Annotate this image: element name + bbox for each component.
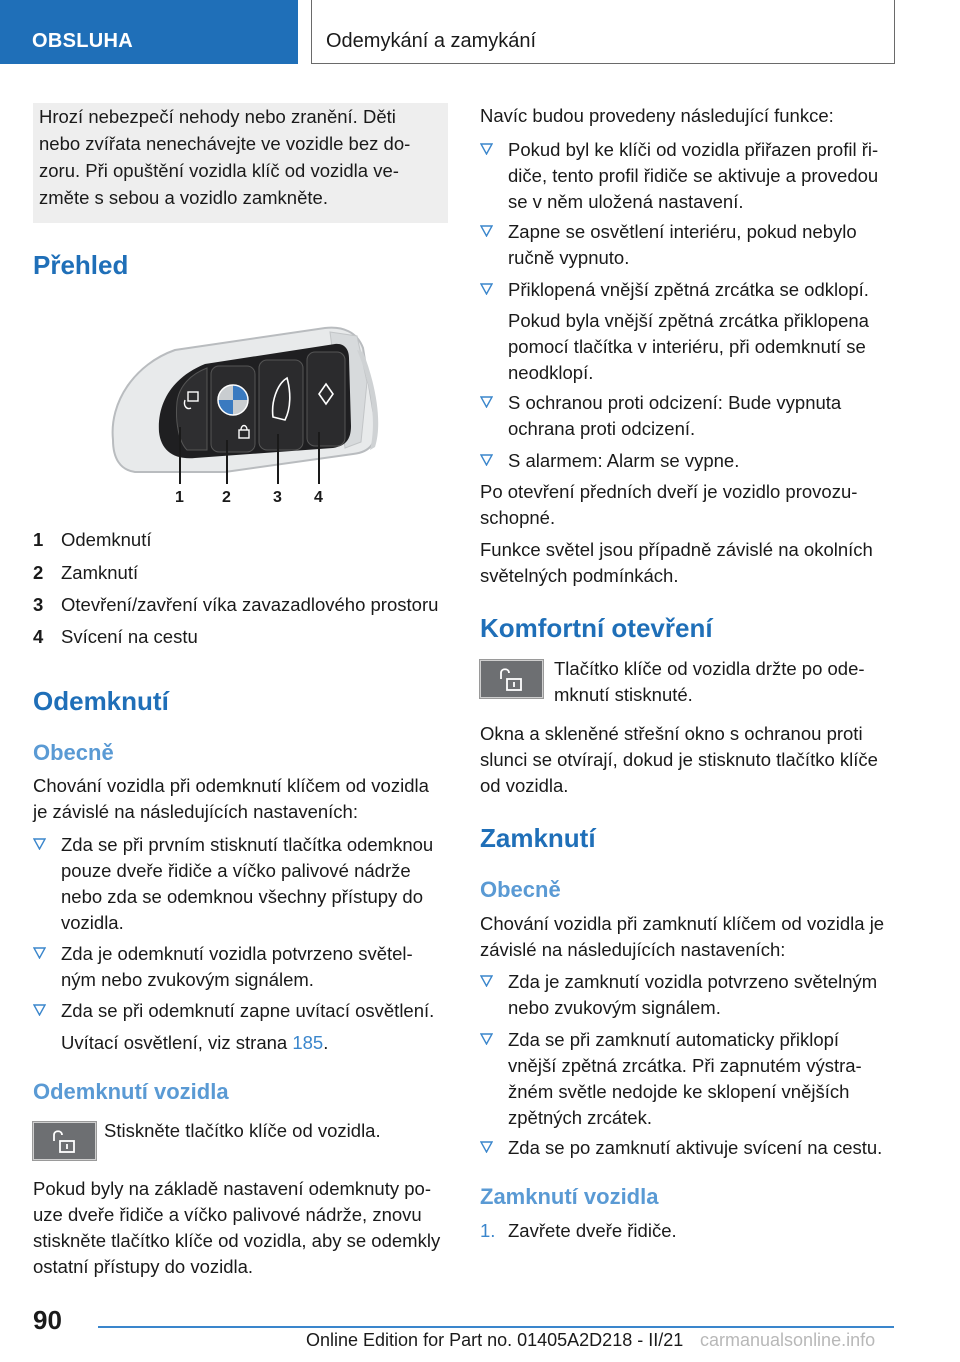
unlock-vehicle-instruction: Stiskněte tlačítko klíče od vozidla. (104, 1120, 381, 1141)
text-line: Okna a skleněné střešní okno s ochranou proti (480, 723, 863, 744)
text-line: Funkce světel jsou případně závislé na okolních (480, 539, 873, 560)
text-line: Tlačítko klíče od vozidla držte po ode- (554, 658, 865, 679)
comfort-text (480, 721, 895, 799)
lock-general-heading: Obecně (480, 877, 561, 902)
text-line: Pokud byl ke klíči od vozidla přiřazen profil ři- (508, 139, 879, 160)
text-line: závislé na následujících nastaveních: (480, 939, 786, 960)
page-link[interactable]: 185 (292, 1032, 324, 1053)
text-line: Chování vozidla při zamknutí klíčem od vozidla je (480, 913, 885, 934)
text-line: od vozidla. (480, 775, 569, 796)
text-line: ostatní přístupy do vozidla. (33, 1256, 254, 1277)
key-fob-illustration (95, 322, 385, 512)
triangle-bullet-icon (480, 975, 493, 987)
text-line: schopné. (480, 507, 556, 528)
text-line: ručně vypnuto. (508, 247, 630, 268)
text-line: S alarmem: Alarm se vypne. (508, 450, 740, 471)
mirror-note (508, 308, 895, 386)
unlock-general-heading: Obecně (33, 740, 114, 765)
text-line: diče, tento profil řidiče se aktivuje a provedou (508, 165, 879, 186)
text-line: se v něm uložená nastavení. (508, 191, 744, 212)
reference-text: Uvítací osvětlení, viz strana (61, 1032, 293, 1053)
step-number: 1. (480, 1220, 496, 1241)
text-line: Zda je odemknutí vozidla potvrzeno světel- (61, 943, 413, 964)
unlock-intro (33, 773, 448, 825)
item-text: Otevření/zavření víka zavazadlového prostoru (61, 594, 439, 615)
triangle-bullet-icon (480, 396, 493, 408)
figure-label-3: 3 (273, 489, 282, 506)
text-line: žném světle nedojde ke sklopení vnějších (508, 1081, 850, 1102)
warning-line: zoru. Při opuštění vozidla klíč od vozidla ve- (39, 160, 399, 181)
lock-vehicle-heading: Zamknutí vozidla (480, 1184, 659, 1209)
text-line: Zda se při odemknutí zapne uvítací osvětlení. (61, 1000, 435, 1021)
text-line: stiskněte tlačítko klíče od vozidla, aby se odemkly (33, 1230, 441, 1251)
item-number: 4 (33, 626, 44, 647)
additional-functions-intro: Navíc budou provedeny následující funkce: (480, 105, 834, 126)
ready-text (480, 479, 895, 531)
text-line: nebo zvukovým signálem. (508, 997, 721, 1018)
item-text: Odemknutí (61, 529, 152, 550)
lock-heading: Zamknutí (480, 823, 596, 853)
warning-line: Hrozí nebezpečí nehody nebo zranění. Děti (39, 106, 396, 127)
text-line: vozidla. (61, 912, 124, 933)
text-line: S ochranou proti odcizení: Bude vypnuta (508, 392, 842, 413)
reference-end: . (323, 1032, 329, 1053)
figure-label-1: 1 (175, 489, 184, 506)
edition-info: Online Edition for Part no. 01405A2D218 - II/21 (306, 1330, 684, 1350)
text-line: Chování vozidla při odemknutí klíčem od vozidla (33, 775, 429, 796)
figure-label-2: 2 (222, 489, 231, 506)
unlock-button-symbol (33, 1122, 96, 1160)
text-line: ochrana proti odcizení. (508, 418, 696, 439)
text-line: Po otevření předních dveří je vozidlo provozu- (480, 481, 858, 502)
unlock-icon (34, 1123, 97, 1161)
page-number: 90 (33, 1305, 62, 1335)
text-line: Zda je zamknutí vozidla potvrzeno světelným (508, 971, 878, 992)
key-fob-figure (95, 322, 385, 512)
triangle-bullet-icon (33, 947, 46, 959)
warning-line: změte s sebou a vozidlo zamkněte. (39, 187, 328, 208)
triangle-bullet-icon (33, 838, 46, 850)
item-number: 1 (33, 529, 44, 550)
triangle-bullet-icon (480, 1141, 493, 1153)
unlock-heading: Odemknutí (33, 686, 169, 716)
lights-text (480, 537, 895, 589)
watermark: carmanualsonline.info (700, 1330, 876, 1350)
lock-intro (480, 911, 895, 963)
triangle-bullet-icon (480, 143, 493, 155)
text-line: uze dveře řidiče a víčko palivové nádrže, znovu (33, 1204, 422, 1225)
comfort-opening-heading: Komfortní otevření (480, 613, 713, 643)
text-line: mknutí stisknuté. (554, 684, 693, 705)
overview-heading: Přehled (33, 250, 129, 280)
triangle-bullet-icon (33, 1004, 46, 1016)
text-line: Přiklopená vnější zpětná zrcátka se odklopí. (508, 279, 869, 300)
text-line: nebo zda se odemknou všechny přístupy do (61, 886, 424, 907)
triangle-bullet-icon (480, 1033, 493, 1045)
text-line: Zda se při prvním stisknutí tlačítka odemknou (61, 834, 434, 855)
unlock-button-symbol (480, 660, 543, 698)
step-text: Zavřete dveře řidiče. (508, 1220, 677, 1241)
item-number: 2 (33, 562, 44, 583)
warning-line: nebo zvířata nenechávejte ve vozidle bez do- (39, 133, 411, 154)
text-line: pomocí tlačítka v interiéru, při odemknutí se (508, 336, 866, 357)
text-line: Pokud byly na základě nastavení odemknuty po- (33, 1178, 431, 1199)
warning-box (33, 103, 448, 223)
text-line: Zda se při zamknutí automaticky přiklopí (508, 1029, 840, 1050)
text-line: ným nebo zvukovým signálem. (61, 969, 314, 990)
comfort-instruction (554, 656, 895, 708)
chapter-title: Odemykání a zamykání (311, 0, 895, 64)
text-line: neodklopí. (508, 362, 594, 383)
item-text: Zamknutí (61, 562, 139, 583)
item-number: 3 (33, 594, 44, 615)
text-line: pouze dveře řidiče a víčko palivové nádrže (61, 860, 411, 881)
item-text: Svícení na cestu (61, 626, 198, 647)
text-line: Zda se po zamknutí aktivuje svícení na cestu. (508, 1137, 883, 1158)
text-line: slunci se otvírají, dokud je stisknuto tlačítko klíče (480, 749, 878, 770)
text-line: Pokud byla vnější zpětná zrcátka přiklopena (508, 310, 869, 331)
figure-label-4: 4 (314, 489, 323, 506)
text-line: vnější zpětná zrcátka. Při zapnutém výstra- (508, 1055, 862, 1076)
unlock-vehicle-text (33, 1176, 448, 1280)
section-tab: OBSLUHA (0, 0, 298, 64)
triangle-bullet-icon (480, 283, 493, 295)
text-line: je závislé na následujících nastaveních: (33, 801, 358, 822)
unlock-icon (481, 661, 544, 699)
text-line: Zapne se osvětlení interiéru, pokud nebylo (508, 221, 857, 242)
triangle-bullet-icon (480, 225, 493, 237)
text-line: světelných podmínkách. (480, 565, 679, 586)
triangle-bullet-icon (480, 454, 493, 466)
welcome-light-reference (61, 1030, 448, 1056)
footer-divider (98, 1326, 894, 1328)
text-line: zpětných zrcátek. (508, 1107, 652, 1128)
unlock-vehicle-heading: Odemknutí vozidla (33, 1079, 229, 1104)
